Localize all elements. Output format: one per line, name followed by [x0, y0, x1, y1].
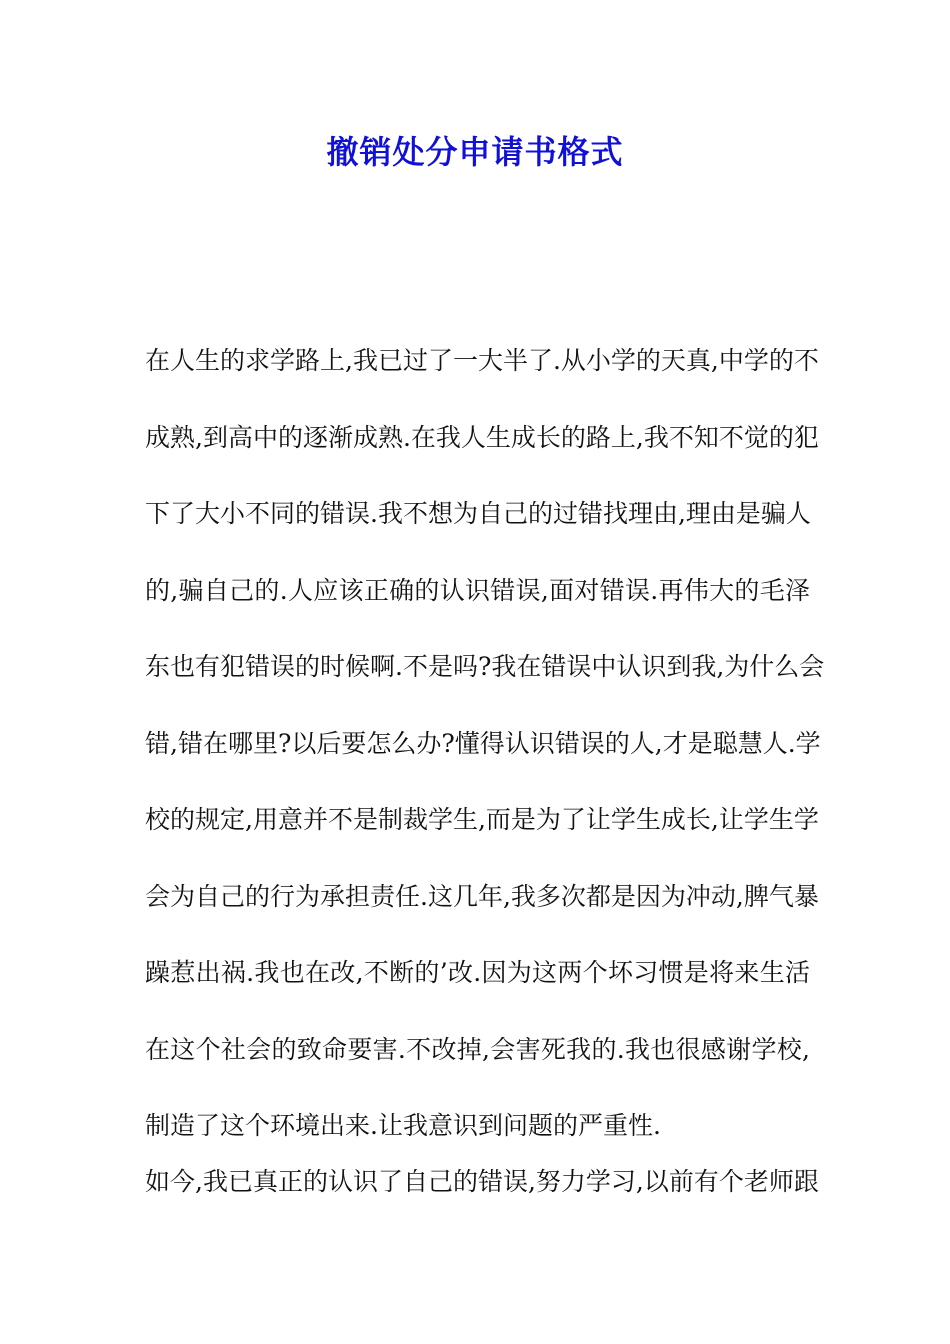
text-line: 下了大小不同的错误.我不想为自己的过错找理由,理由是骗人 [145, 499, 811, 528]
document-title: 撤销处分申请书格式 [326, 133, 624, 171]
text-line: 在人生的求学路上,我已过了一大半了.从小学的天真,中学的不 [145, 346, 819, 375]
text-line: 校的规定,用意并不是制裁学生,而是为了让学生成长,让学生学 [145, 805, 819, 834]
text-line: 东也有犯错误的时候啊.不是吗?我在错误中认识到我,为什么会 [145, 652, 825, 681]
text-line: 如今,我已真正的认识了自己的错误,努力学习,以前有个老师跟 [145, 1167, 819, 1196]
text-line: 错,错在哪里?以后要怎么办?懂得认识错误的人,才是聪慧人.学 [145, 728, 821, 758]
paragraph-1 [145, 343, 825, 1185]
text-line: 会为自己的行为承担责任.这几年,我多次都是因为冲动,脾气暴 [145, 881, 819, 911]
text-line: 成熟,到高中的逐渐成熟.在我人生成长的路上,我不知不觉的犯 [145, 422, 819, 452]
text-line: 躁惹出祸.我也在改,不断的’改.因为这两个坏习惯是将来生活 [145, 958, 810, 987]
paragraph-2 [145, 1164, 819, 1200]
text-line: 的,骗自己的.人应该正确的认识错误,面对错误.再伟大的毛泽 [145, 575, 810, 605]
text-line: 制造了这个环境出来.让我意识到问题的严重性. [145, 1111, 661, 1140]
text-line: 在这个社会的致命要害.不改掉,会害死我的.我也很感谢学校, [145, 1034, 810, 1064]
